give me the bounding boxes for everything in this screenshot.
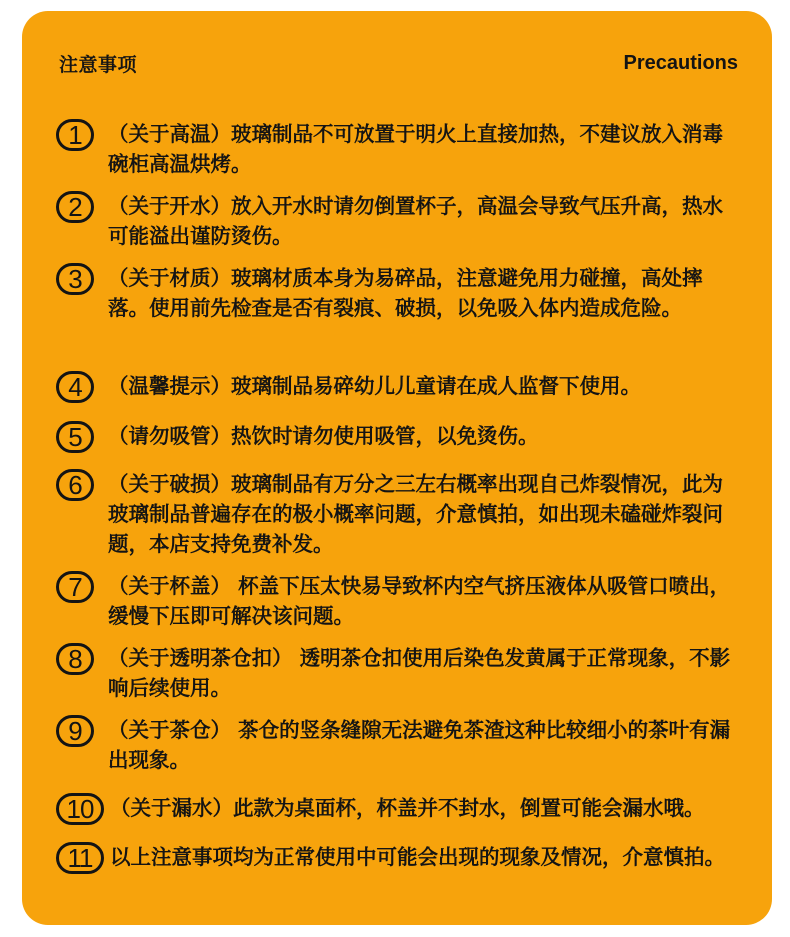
list-item — [56, 715, 740, 775]
item-number-badge: 11 — [56, 842, 104, 874]
list-item — [56, 469, 740, 559]
item-text: （请勿吸管）热饮时请勿使用吸管，以免烫伤。 — [108, 424, 539, 448]
item-text: （关于开水）放入开水时请勿倒置杯子，高温会导致气压升高，热水可能溢出谨防烫伤。 — [108, 194, 723, 248]
item-number-badge: 8 — [56, 643, 94, 675]
list-item — [56, 793, 770, 825]
title-english: Precautions — [623, 51, 738, 74]
item-number-badge: 2 — [56, 191, 94, 223]
item-number-badge: 5 — [56, 421, 94, 453]
item-number-badge: 4 — [56, 371, 94, 403]
item-text: （关于破损）玻璃制品有万分之三左右概率出现自己炸裂情况，此为玻璃制品普遍存在的极小概率问题，介意慎拍，如出现未磕碰炸裂问题，本店支持免费补发。 — [108, 472, 723, 556]
item-number-badge: 10 — [56, 793, 104, 825]
item-text: （关于茶仓） 茶仓的竖条缝隙无法避免茶渣这种比较细小的茶叶有漏出现象。 — [108, 718, 731, 772]
header — [59, 50, 738, 76]
item-text: 以上注意事项均为正常使用中可能会出现的现象及情况，介意慎拍。 — [110, 845, 725, 869]
item-number-badge: 7 — [56, 571, 94, 603]
list-item — [56, 421, 740, 453]
item-text: （关于透明茶仓扣） 透明茶仓扣使用后染色发黄属于正常现象，不影响后续使用。 — [108, 646, 731, 700]
title-chinese: 注意事项 — [59, 53, 138, 76]
list-item — [56, 263, 740, 323]
item-number-badge: 3 — [56, 263, 94, 295]
list-item — [56, 191, 740, 251]
item-number-badge: 1 — [56, 119, 94, 151]
item-number-badge: 9 — [56, 715, 94, 747]
precautions-card — [22, 11, 772, 925]
list-item — [56, 571, 740, 631]
item-number-badge: 6 — [56, 469, 94, 501]
item-text: （温馨提示）玻璃制品易碎幼儿儿童请在成人监督下使用。 — [108, 374, 641, 398]
list-item — [56, 119, 740, 179]
item-text: （关于杯盖） 杯盖下压太快易导致杯内空气挤压液体从吸管口喷出，缓慢下压即可解决该问题。 — [108, 574, 731, 628]
list-item — [56, 643, 740, 703]
list-item — [56, 371, 740, 403]
item-text: （关于材质）玻璃材质本身为易碎品，注意避免用力碰撞，高处摔落。使用前先检查是否有裂痕、破损，以免吸入体内造成危险。 — [108, 266, 703, 320]
item-text: （关于漏水）此款为桌面杯，杯盖并不封水，倒置可能会漏水哦。 — [110, 796, 705, 820]
list-item — [56, 842, 770, 874]
item-text: （关于高温）玻璃制品不可放置于明火上直接加热，不建议放入消毒碗柜高温烘烤。 — [108, 122, 723, 176]
